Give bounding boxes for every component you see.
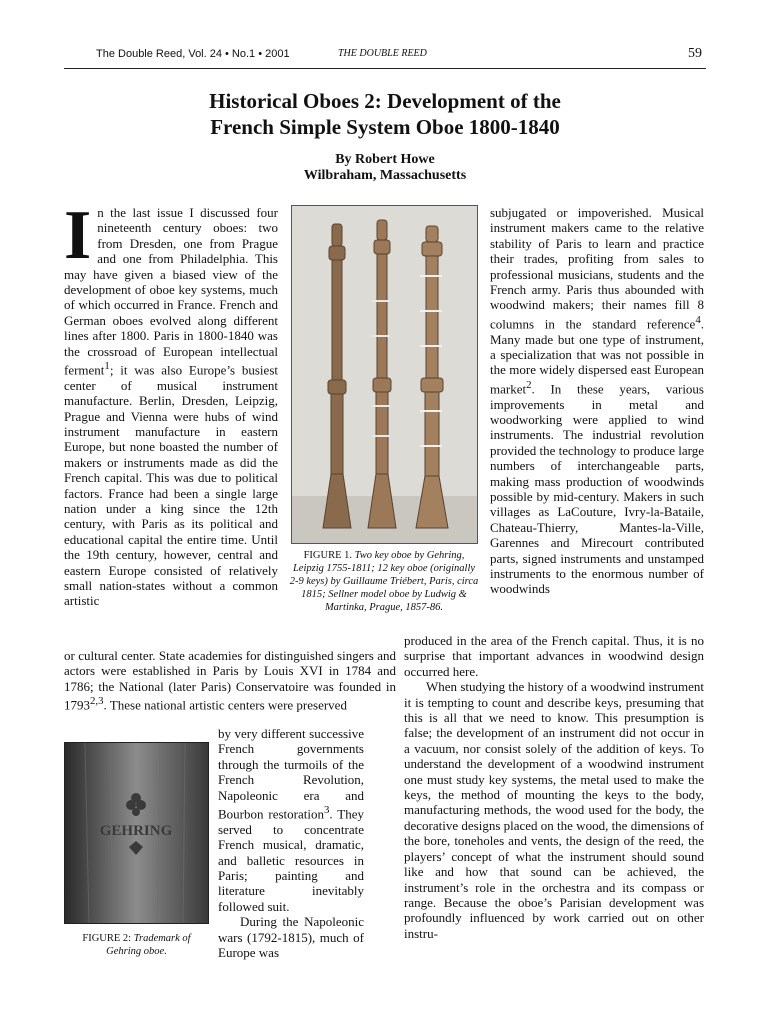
oboes-image [292, 206, 477, 543]
gehring-stamp-image [65, 743, 208, 923]
body-text: or cultural center. State academies for distinguished singers and actors were established in Paris by Louis XVI in 1784 and 1786; the National (later Paris) Conservatoire was founded in 1793 [64, 648, 396, 713]
figure-2-caption [64, 932, 209, 958]
footnote-ref: 3 [323, 804, 330, 817]
figure-2-label: FIGURE 2: [82, 933, 132, 944]
drop-cap: I [64, 205, 92, 274]
left-wide-text [64, 648, 396, 726]
body-text: n the last issue I discussed four nineteenth century oboes: two from Dresden, one from Prague and one from Philadelphia. This may have given a biased view of the development of oboe key systems, much of which occurred in France. French and German oboes evolved along different lines after 1800. Paris in 1800-1840 was the crossroad of European intellectual ferment [64, 205, 278, 378]
body-text: During the Napoleonic wars (1792-1815), much of Europe was [218, 914, 364, 961]
journal-citation: The Double Reed, Vol. 24 • No.1 • 2001 [96, 48, 290, 60]
article-title-line-2: French Simple System Oboe 1800-1840 [210, 115, 560, 139]
footnote-ref: 2 [526, 378, 532, 391]
footnote-ref: 2,3 [90, 695, 104, 708]
article-title-line-1: Historical Oboes 2: Development of the [209, 89, 561, 113]
column-2-lower [218, 726, 364, 976]
body-text: subjugated or impoverished. Musical instrument makers came to the relative stability of Paris to learn and practice their trades, profiting from sales to professional musicians, students and the French army. Paris thus abounded with woodwind makers; their names fill 8 columns in the standard reference [490, 205, 704, 332]
author-byline: By Robert Howe [335, 152, 435, 167]
footnote-ref: 1 [104, 360, 110, 373]
body-text: ; it was also Europe’s busiest center of musical instrument manufacture. Berlin, Dresden, Leipzig, Prague and Vienna were hubs of wind instrument manufacture in eastern Europe, but none boasted the number of makers or instruments made as did the French capital. This was due to political factors. France had been a single large nation under a king since the 12th century, with Paris as its political and educational capital the entire time. Until the 19th century, however, central and eastern Europe consisted of relatively small nation-states without a common artistic [64, 362, 278, 609]
body-text: by very different successive French governments through the turmoils of the French Revolution, Napoleonic era and Bourbon restoration [218, 726, 364, 822]
figure-1-caption [288, 549, 480, 614]
running-title: THE DOUBLE REED [338, 48, 427, 59]
figure-1-photo [291, 205, 478, 544]
figure-2-caption-text: Trademark of Gehring oboe. [106, 933, 191, 957]
figure-1-caption-text: Two key oboe by Gehring, Leipzig 1755-1811; 12 key oboe (originally 2-9 keys) by Guillaume Triébert, Paris, circa 1815; Sellner model oboe by Ludwig & Martinka, Prague, 1857-86. [289, 550, 479, 613]
body-text: When studying the history of a woodwind instrument it is tempting to count and describe keys, presuming that this is all that we need to know. This presumption is false; the development of an instrument did not occur in a vacuum, nor consist solely of the addition of keys. To understand the development of a woodwind instrument one must study key systems, the metal used to make the keys, the method of mounting the keys to the body, manufacturing methods, the wood used for the body, the decorative designs placed on the wood, the dimensions of the bore, toneholes and vents, the design of the reed, the players’ concept of what the instrument should sound like and how that sound can be achieved, the instrument’s role in the orchestra and its compass or range. Because the oboe’s Parisian development was profoundly influenced by work carried out on other instru- [404, 679, 704, 941]
body-text: . In these years, various improvements in metal and woodworking were applied to wind instruments. The industrial revolution provided the technology to produce large numbers of interchangeable parts, making mass production of woodwinds possible by mid-century. Makers in such villages as LaCouture, Ivry-la-Bataile, Chateau-Thierry, Mantes-la-Ville, Garennes and Mirecourt contributed parts, signed instruments and unstamped instruments to the enormous number of woodwinds [490, 381, 704, 597]
body-text: . They served to concentrate French musical, dramatic, and balletic resources in Paris; painting and literature inevitably followed suit. [218, 806, 364, 914]
header-rule [64, 68, 706, 69]
column-1-upper [64, 205, 278, 641]
body-text: . Many made but one type of instrument, a specialization that was not possible in the more widely dispersed east European market [490, 316, 704, 397]
right-column-lower [404, 633, 704, 975]
figure-2-photo [64, 742, 209, 924]
footnote-ref: 4 [695, 313, 701, 326]
column-3-upper [490, 205, 704, 641]
figure-1-label: FIGURE 1. [303, 550, 353, 561]
body-text: . These national artistic centers were preserved [103, 697, 347, 713]
svg-text:GEHRING: GEHRING [99, 823, 173, 839]
author-location: Wilbraham, Massachusetts [303, 168, 467, 183]
body-text: produced in the area of the French capital. Thus, it is no surprise that important advances in woodwind design occurred here. [404, 633, 704, 679]
opening-paragraph [64, 205, 278, 609]
page-number: 59 [688, 46, 702, 61]
